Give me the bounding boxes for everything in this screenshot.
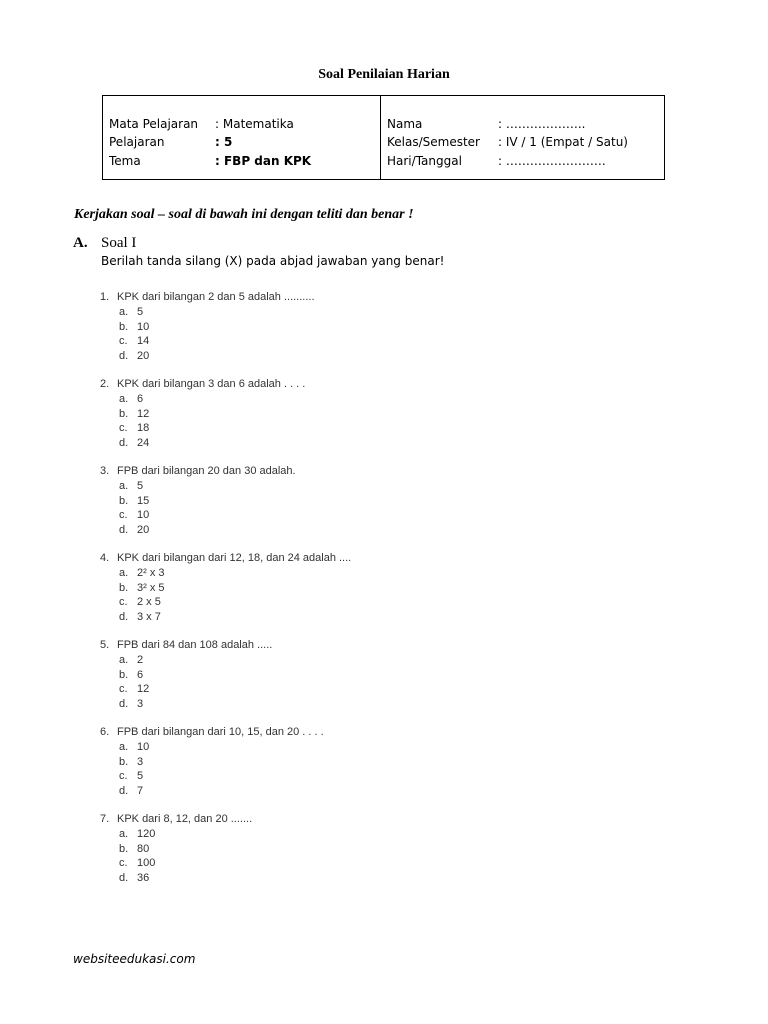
question-number: 1.: [100, 291, 110, 303]
info-label: Hari/Tanggal: [387, 154, 462, 168]
question-item: [100, 290, 660, 377]
option-text: 3: [137, 755, 144, 768]
option-letter: a.: [119, 480, 129, 492]
option-text: 100: [137, 857, 156, 869]
option-letter: c.: [119, 857, 128, 869]
question-item: [100, 725, 660, 812]
info-label: Pelajaran: [109, 135, 165, 149]
option-text: 6: [137, 668, 144, 681]
question-text: KPK dari bilangan 3 dan 6 adalah . . . .: [117, 378, 306, 390]
question-item: [100, 377, 660, 464]
option-text: 18: [137, 422, 150, 434]
option-text: 10: [137, 741, 150, 753]
option-text: 12: [137, 683, 150, 695]
question-number: 5.: [100, 639, 110, 651]
question-text: FPB dari bilangan 20 dan 30 adalah.: [117, 465, 296, 477]
answer-option[interactable]: [100, 320, 660, 335]
info-value: : …………………….: [498, 154, 606, 168]
answer-option[interactable]: [100, 856, 660, 871]
option-text: 20: [137, 523, 150, 536]
option-letter: d.: [119, 523, 129, 536]
answer-option[interactable]: [100, 581, 660, 596]
question-number: 2.: [100, 378, 110, 390]
section-title: Soal I: [101, 235, 137, 251]
option-letter: c.: [119, 770, 128, 782]
option-letter: c.: [119, 422, 128, 434]
answer-option[interactable]: [100, 305, 660, 320]
option-text: 3² x 5: [137, 581, 165, 594]
option-text: 14: [137, 335, 150, 347]
answer-option[interactable]: [100, 436, 660, 451]
question-list: [100, 290, 660, 899]
answer-option[interactable]: [100, 842, 660, 857]
question-item: [100, 638, 660, 725]
answer-option[interactable]: [100, 508, 660, 523]
question-text: KPK dari 8, 12, dan 20 .......: [117, 813, 253, 825]
option-letter: d.: [119, 784, 129, 797]
option-text: 6: [137, 393, 144, 405]
info-box-divider: [380, 96, 381, 179]
option-text: 24: [137, 436, 150, 449]
answer-option[interactable]: [100, 697, 660, 712]
info-label: Nama: [387, 117, 423, 131]
option-letter: b.: [119, 842, 129, 855]
answer-option[interactable]: [100, 407, 660, 422]
answer-option[interactable]: [100, 827, 660, 842]
option-letter: c.: [119, 335, 128, 347]
footer-website: websiteedukasi.com: [73, 952, 196, 966]
question-item: [100, 551, 660, 638]
question-text: FPB dari 84 dan 108 adalah .....: [117, 639, 273, 651]
option-letter: d.: [119, 436, 129, 449]
answer-option[interactable]: [100, 653, 660, 668]
option-text: 5: [137, 480, 144, 492]
option-letter: c.: [119, 509, 128, 521]
answer-option[interactable]: [100, 421, 660, 436]
answer-option[interactable]: [100, 334, 660, 349]
answer-option[interactable]: [100, 755, 660, 770]
option-text: 12: [137, 407, 150, 420]
option-letter: a.: [119, 306, 129, 318]
answer-option[interactable]: [100, 392, 660, 407]
option-text: 2 x 5: [137, 596, 161, 608]
question-number: 7.: [100, 813, 110, 825]
section-letter: A.: [73, 235, 88, 251]
question-text: FPB dari bilangan dari 10, 15, dan 20 . . . .: [117, 726, 324, 738]
answer-option[interactable]: [100, 494, 660, 509]
question-number: 4.: [100, 552, 110, 564]
option-letter: c.: [119, 596, 128, 608]
option-text: 2² x 3: [137, 567, 165, 579]
page-title: Soal Penilaian Harian: [318, 67, 450, 82]
answer-option[interactable]: [100, 479, 660, 494]
option-text: 20: [137, 349, 150, 362]
question-number: 3.: [100, 465, 110, 477]
option-letter: b.: [119, 407, 129, 420]
option-text: 10: [137, 509, 150, 521]
answer-option[interactable]: [100, 668, 660, 683]
answer-option[interactable]: [100, 682, 660, 697]
answer-option[interactable]: [100, 871, 660, 886]
question-text: KPK dari bilangan 2 dan 5 adalah ..........: [117, 291, 315, 303]
answer-option[interactable]: [100, 566, 660, 581]
info-value: : ………………..: [498, 117, 586, 131]
question-text: KPK dari bilangan dari 12, 18, dan 24 adalah ....: [117, 552, 352, 564]
option-text: 36: [137, 871, 150, 884]
option-letter: a.: [119, 828, 129, 840]
student-info-box: [102, 95, 665, 180]
option-letter: d.: [119, 697, 129, 710]
question-number: 6.: [100, 726, 110, 738]
option-text: 3 x 7: [137, 610, 161, 623]
option-letter: b.: [119, 494, 129, 507]
section-subtitle: Berilah tanda silang (X) pada abjad jawaban yang benar!: [101, 254, 445, 268]
question-item: [100, 812, 660, 899]
option-text: 10: [137, 320, 150, 333]
answer-option[interactable]: [100, 595, 660, 610]
option-text: 7: [137, 784, 144, 797]
option-letter: d.: [119, 610, 129, 623]
answer-option[interactable]: [100, 769, 660, 784]
option-letter: b.: [119, 581, 129, 594]
info-label: Kelas/Semester: [387, 135, 480, 149]
option-letter: c.: [119, 683, 128, 695]
option-letter: b.: [119, 668, 129, 681]
option-text: 5: [137, 306, 144, 318]
option-letter: a.: [119, 741, 129, 753]
answer-option[interactable]: [100, 610, 660, 625]
info-value: : IV / 1 (Empat / Satu): [498, 135, 628, 149]
option-letter: d.: [119, 349, 129, 362]
instruction-text: Kerjakan soal – soal di bawah ini dengan teliti dan benar !: [74, 207, 414, 222]
answer-option[interactable]: [100, 784, 660, 799]
option-text: 15: [137, 494, 150, 507]
option-letter: b.: [119, 755, 129, 768]
info-value: : FBP dan KPK: [215, 154, 312, 168]
option-text: 5: [137, 770, 144, 782]
option-letter: a.: [119, 393, 129, 405]
option-text: 3: [137, 697, 144, 710]
option-letter: b.: [119, 320, 129, 333]
option-letter: a.: [119, 567, 129, 579]
info-value: : 5: [215, 135, 233, 149]
option-letter: d.: [119, 871, 129, 884]
answer-option[interactable]: [100, 349, 660, 364]
option-text: 2: [137, 654, 144, 666]
question-item: [100, 464, 660, 551]
info-label: Mata Pelajaran: [109, 117, 199, 131]
answer-option[interactable]: [100, 740, 660, 755]
info-label: Tema: [109, 154, 141, 168]
option-text: 120: [137, 828, 156, 840]
answer-option[interactable]: [100, 523, 660, 538]
option-text: 80: [137, 842, 150, 855]
option-letter: a.: [119, 654, 129, 666]
info-value: : Matematika: [215, 117, 294, 131]
